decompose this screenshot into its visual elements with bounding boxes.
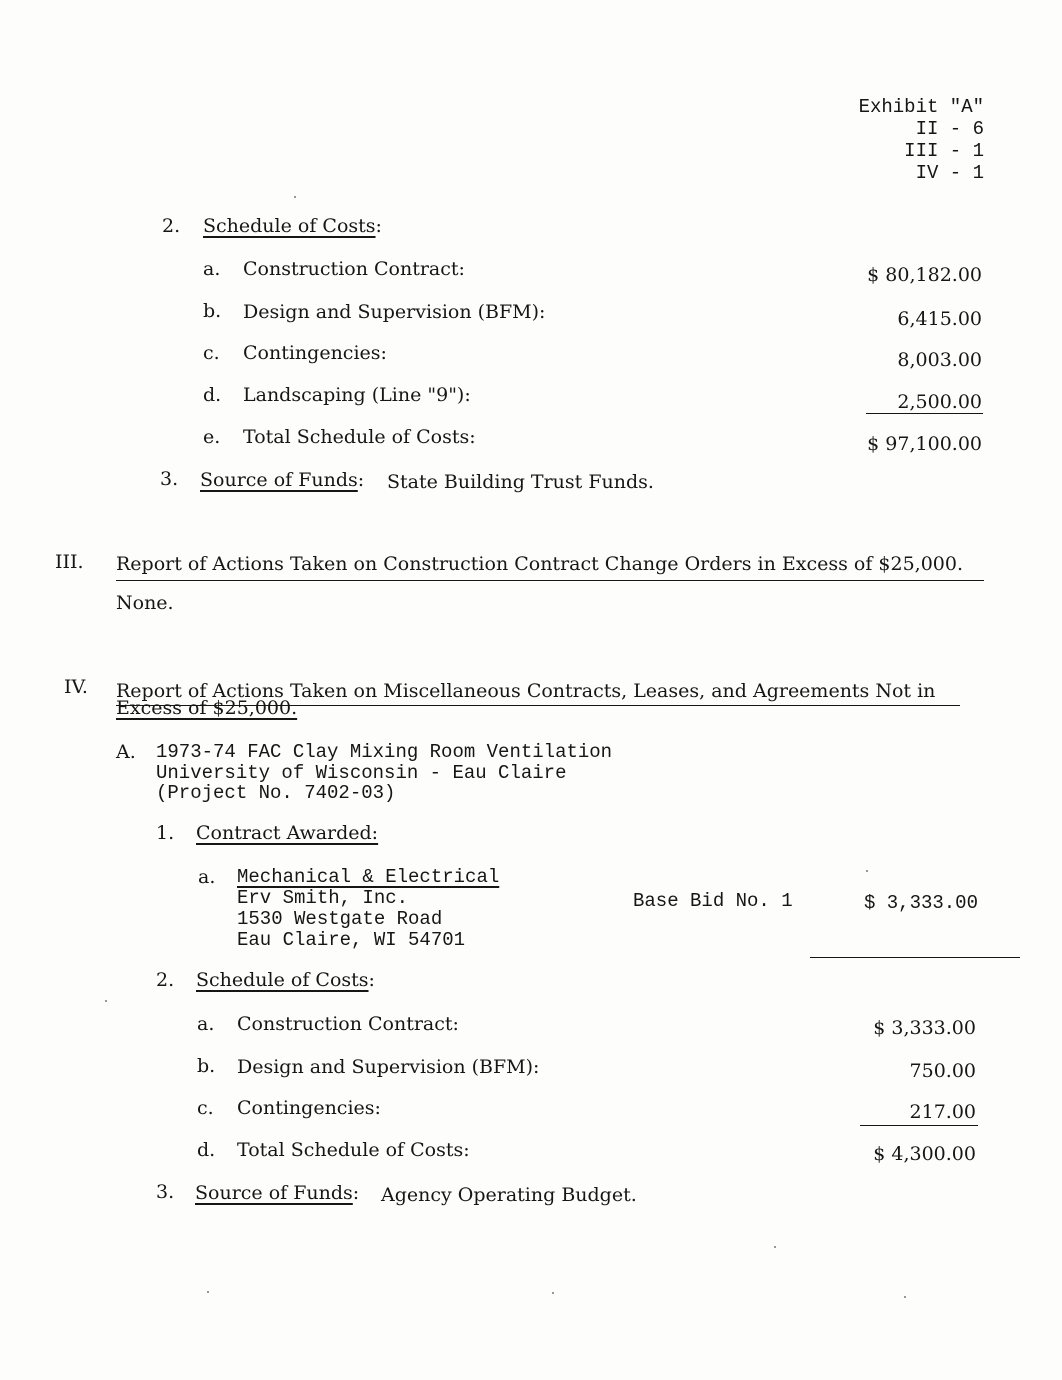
source-of-funds [195, 1182, 359, 1204]
row-label: Contingencies: [243, 342, 387, 364]
contractor-name: Erv Smith, Inc. [237, 887, 409, 909]
subtotal-rule [866, 413, 983, 414]
exhibit-title: Exhibit "A" [858, 96, 984, 118]
scan-speck [294, 196, 296, 198]
heading-text: Source of Funds [200, 469, 358, 491]
row-amount: 750.00 [909, 1060, 976, 1082]
row-letter: e. [203, 426, 221, 448]
project-line: University of Wisconsin - Eau Claire [156, 762, 567, 784]
row-letter: c. [197, 1097, 214, 1119]
row-letter: b. [197, 1055, 216, 1077]
title-underline [116, 580, 984, 581]
item-number: 1. [156, 822, 175, 844]
scan-speck [866, 870, 868, 872]
row-letter: d. [197, 1139, 216, 1161]
scan-speck [105, 1000, 107, 1002]
contractor-city: Eau Claire, WI 54701 [237, 929, 466, 951]
project-line: (Project No. 7402-03) [156, 782, 396, 804]
scan-speck [207, 1291, 209, 1293]
schedule-heading [203, 215, 382, 237]
heading-colon: : [368, 969, 375, 991]
row-label: Contingencies: [237, 1097, 381, 1119]
schedule-heading [196, 969, 375, 991]
section-numeral: III. [55, 551, 84, 573]
row-letter: a. [197, 1013, 215, 1035]
heading-text: Schedule of Costs [203, 215, 376, 237]
heading-colon: : [357, 469, 365, 491]
scan-speck [904, 1296, 906, 1298]
row-letter: a. [203, 258, 221, 280]
row-label: Total Schedule of Costs: [237, 1139, 470, 1161]
heading-text: Source of Funds [195, 1182, 353, 1204]
row-label: Construction Contract: [243, 258, 465, 280]
heading-text: Schedule of Costs [196, 969, 369, 991]
row-amount: $ 4,300.00 [873, 1143, 976, 1165]
section-title: Report of Actions Taken on Construction Contract Change Orders in Excess of $25,000. [116, 553, 964, 575]
section-numeral: IV. [64, 676, 88, 698]
item-number: 2. [156, 969, 175, 991]
heading-colon: : [352, 1182, 360, 1204]
item-number: 3. [160, 468, 179, 490]
bid-amount: $ 3,333.00 [863, 892, 978, 914]
item-number: 3. [156, 1181, 175, 1203]
heading-colon: : [375, 215, 382, 237]
row-label: Total Schedule of Costs: [243, 426, 476, 448]
section-title: Report of Actions Taken on Miscellaneous Contracts, Leases, and Agreements Not in [116, 680, 936, 702]
row-amount: $ 97,100.00 [867, 433, 982, 455]
contractor-trade: Mechanical & Electrical [237, 866, 500, 888]
row-amount: 217.00 [909, 1101, 976, 1123]
bid-label: Base Bid No. 1 [633, 890, 793, 912]
row-amount: 8,003.00 [897, 349, 982, 371]
row-letter: d. [203, 384, 222, 406]
row-label: Landscaping (Line "9"): [243, 384, 471, 406]
contractor-street: 1530 Westgate Road [237, 908, 443, 930]
exhibit-ref: IV - 1 [915, 162, 984, 184]
row-amount: $ 80,182.00 [867, 264, 982, 286]
bid-rule [810, 957, 1020, 958]
project-letter: A. [116, 741, 136, 763]
row-label: Design and Supervision (BFM): [237, 1056, 540, 1078]
row-letter: c. [203, 342, 220, 364]
source-of-funds [200, 469, 364, 491]
row-amount: 2,500.00 [897, 391, 982, 413]
scan-speck [552, 1292, 554, 1294]
scan-speck [774, 1246, 776, 1248]
contract-awarded-heading: Contract Awarded: [196, 822, 379, 844]
row-label: Design and Supervision (BFM): [243, 301, 546, 323]
section-title-continued: Excess of $25,000. [116, 697, 298, 719]
item-number: 2. [162, 215, 181, 237]
row-letter: b. [203, 300, 222, 322]
subtotal-rule [860, 1125, 978, 1126]
row-letter: a. [198, 866, 216, 888]
funds-value: Agency Operating Budget. [381, 1184, 637, 1206]
exhibit-ref: III - 1 [904, 140, 984, 162]
project-line: 1973-74 FAC Clay Mixing Room Ventilation [156, 741, 613, 763]
funds-value: State Building Trust Funds. [387, 471, 654, 493]
row-amount: 6,415.00 [897, 308, 982, 330]
row-amount: $ 3,333.00 [873, 1017, 976, 1039]
section-body: None. [116, 592, 174, 614]
row-label: Construction Contract: [237, 1013, 459, 1035]
exhibit-ref: II - 6 [915, 118, 984, 140]
